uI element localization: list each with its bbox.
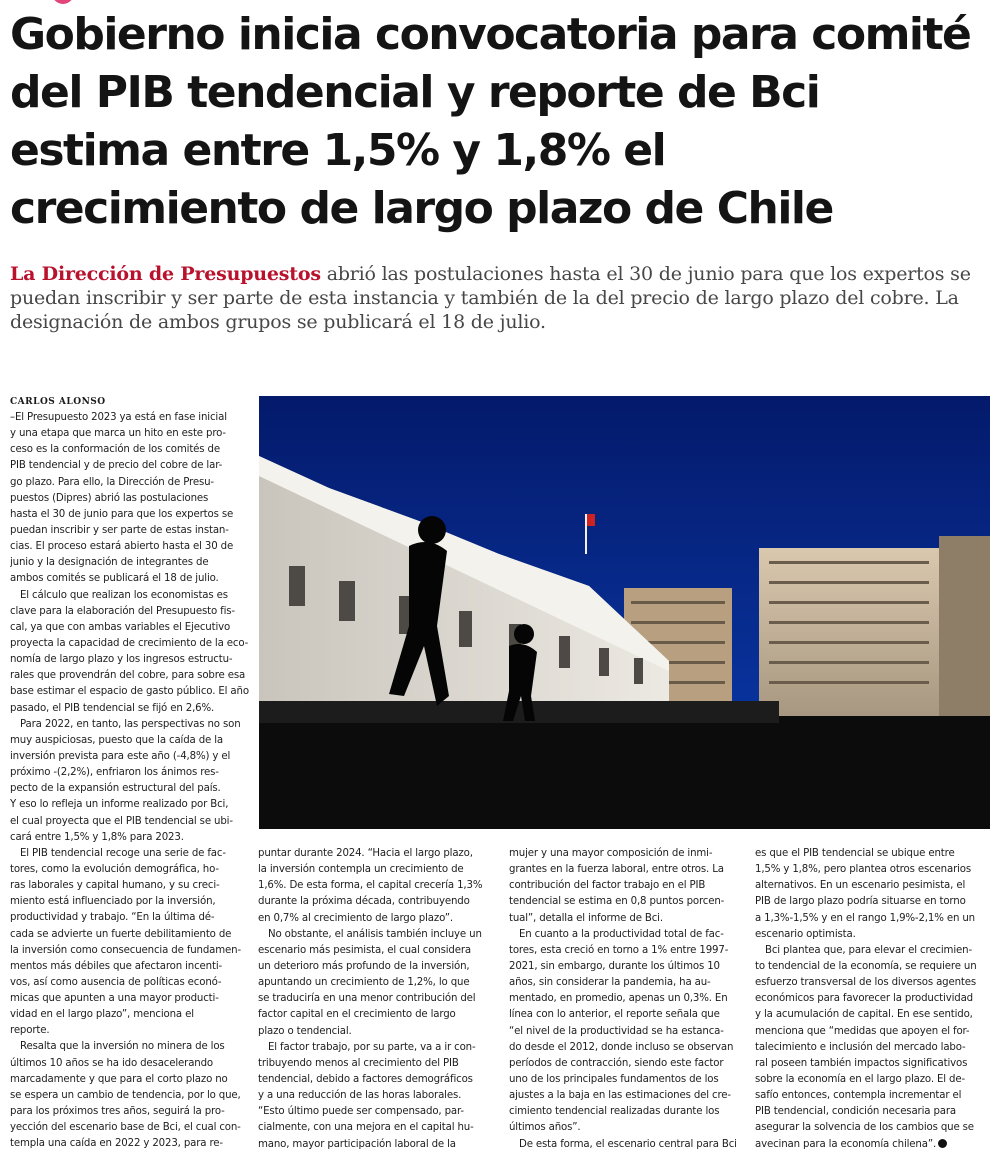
text-line: la inversión como consecuencia de fundamen- [10, 944, 241, 956]
article-column-1 [10, 410, 254, 1150]
paragraph [755, 943, 993, 1151]
text-line: tores, como la evolución demográfica, ho- [10, 863, 219, 875]
article-photo [259, 396, 990, 829]
lede-text: abrió las postulaciones hasta el 30 de junio para que los expertos se [320, 263, 971, 285]
end-of-article-icon [938, 1139, 947, 1148]
text-line: puedan inscribir y ser parte de estas instan- [10, 524, 229, 536]
text-line: puestos (Dipres) abrió las postulaciones [10, 492, 209, 504]
text-line: En cuanto a la productividad total de fac- [519, 928, 724, 940]
headline-line: crecimiento de largo plazo de Chile [10, 183, 833, 234]
text-line: menciona que “medidas que apoyen el for- [755, 1025, 970, 1037]
text-line: reporte. [10, 1025, 50, 1037]
text-line: se espera un cambio de tendencia, por lo que, [10, 1089, 241, 1101]
paragraph [258, 846, 496, 927]
byline: CARLOS ALONSO [10, 397, 106, 407]
text-line: Resalta que la inversión no minera de los [20, 1041, 225, 1053]
text-line: durante la próxima década, contribuyendo [258, 896, 470, 908]
text-line: proyecta la capacidad de crecimiento de la eco- [10, 637, 249, 649]
section-marker [52, 0, 74, 4]
text-line: Para 2022, en tanto, las perspectivas no son [20, 718, 241, 730]
text-line: pecto de la expansión estructural del país. [10, 783, 221, 795]
text-line: factor capital en el crecimiento de largo [258, 1009, 456, 1021]
text-line: nomía de largo plazo y los ingresos estructu- [10, 654, 233, 666]
text-line: Bci plantea que, para elevar el crecimien- [765, 944, 972, 956]
text-line: esfuerzo transversal de los diversos agentes [755, 977, 977, 989]
text-line: cialmente, con una mejora en el capital hu- [258, 1122, 474, 1134]
article-column-3 [509, 846, 747, 1151]
text-line: to tendencial de la economía, se requiere un [755, 960, 977, 972]
text-line: cal, ya que con ambas variables el Ejecutivo [10, 621, 231, 633]
text-line: De esta forma, el escenario central para Bci [519, 1138, 737, 1150]
text-line: próximo -(2,2%), enfriaron los ánimos res- [10, 767, 219, 779]
text-line: ajustes a la baja en las estimaciones del cre- [509, 1090, 731, 1102]
text-line: templa una caída en 2022 y 2023, para re- [10, 1138, 223, 1150]
text-line: escenario optimista. [755, 928, 856, 940]
text-line: “el nivel de la productividad se ha estanca- [509, 1025, 724, 1037]
text-line: do desde el 2012, donde incluso se observan [509, 1041, 734, 1053]
text-line: safío entonces, contempla incrementar el [755, 1090, 962, 1102]
text-line: tores, esta creció en torno a 1% entre 1997- [509, 944, 729, 956]
text-line: alternativos. En un escenario pesimista, el [755, 880, 966, 892]
text-line: El cálculo que realizan los economistas es [20, 589, 228, 601]
text-line: la inversión contempla un crecimiento de [258, 864, 464, 876]
text-line: tendencial se estima en 0,8 puntos porcen- [509, 896, 725, 908]
text-line: ras laborales y capital humano, y su creci- [10, 880, 220, 892]
text-line: asegurar la solvencia de los cambios que se [755, 1122, 974, 1134]
text-line: plazo o tendencial. [258, 1025, 352, 1037]
text-line: mujer y una mayor composición de inmi- [509, 848, 713, 859]
text-line: avecinan para la economía chilena”. [755, 1137, 993, 1151]
paragraph [509, 846, 747, 927]
lede [10, 262, 990, 334]
text-line: línea con lo anterior, el reporte señala que [509, 1009, 720, 1021]
text-line: yección del escenario base de Bci, el cual con- [10, 1122, 241, 1134]
lede-line: designación de ambos grupos se publicará el 18 de julio. [10, 311, 546, 333]
text-line: PIB tendencial y de precio del cobre de lar- [10, 460, 223, 472]
text-line: ceso es la conformación de los comités de [10, 444, 220, 456]
article-column-2 [258, 846, 496, 1151]
photo-la-moneda-icon [259, 396, 990, 829]
text-line: El factor trabajo, por su parte, va a ir con- [268, 1041, 476, 1053]
paragraph [258, 1040, 496, 1151]
text-line: cada se advierte un fuerte debilitamiento de [10, 928, 232, 940]
text-line: “Esto último puede ser compensado, par- [258, 1106, 464, 1118]
headline-line: Gobierno inicia convocatoria para comité [10, 9, 971, 60]
text-line: productividad y trabajo. “En la última dé- [10, 912, 215, 924]
text-line: en 0,7% al crecimiento de largo plazo”. [258, 912, 454, 924]
paragraph [10, 410, 254, 588]
paragraph [755, 846, 993, 943]
text-line: un deterioro más profundo de la inversión, [258, 960, 470, 972]
text-line: contribución del factor trabajo en el PIB [509, 880, 706, 892]
text-line: hasta el 30 de junio para que los expertos se [10, 508, 234, 520]
text-line: clave para la elaboración del Presupuesto fis- [10, 605, 235, 617]
paragraph [10, 846, 254, 1040]
text-line: 2021, sin embargo, durante los últimos 10 [509, 960, 720, 972]
text-line: No obstante, el análisis también incluye un [268, 928, 482, 940]
text-line: ambos comités se publicará el 18 de julio. [10, 573, 219, 585]
text-line: cará entre 1,5% y 1,8% para 2023. [10, 831, 184, 843]
paragraph [509, 1137, 747, 1151]
paragraph [10, 1039, 254, 1150]
paragraph [10, 588, 254, 717]
text-line: puntar durante 2024. “Hacia el largo plazo, [258, 848, 473, 859]
text-line: y a una reducción de las horas laborales. [258, 1090, 462, 1102]
text-line: sobre la economía en el largo plazo. El de- [755, 1073, 966, 1085]
text-line: para los próximos tres años, seguirá la pro- [10, 1106, 225, 1118]
text-line: vidad en el largo plazo”, menciona el [10, 1009, 194, 1021]
paragraph [10, 717, 254, 846]
lede-line [10, 262, 990, 286]
text-line: el cual proyecta que el PIB tendencial se ubi- [10, 815, 233, 827]
text-line: go plazo. Para ello, la Dirección de Presu- [10, 476, 214, 488]
text-line: –El Presupuesto 2023 ya está en fase inicial [10, 412, 227, 423]
text-line: apuntando un crecimiento de 1,2%, lo que [258, 977, 470, 989]
article-column-4 [755, 846, 993, 1151]
text-line: ral poseen también impactos significativos [755, 1057, 968, 1069]
text-line: cias. El proceso estará abierto hasta el 30 de [10, 541, 234, 553]
text-line: pasado, el PIB tendencial se fijó en 2,6%. [10, 702, 215, 714]
text-line: uno de los principales fundamentos de los [509, 1073, 719, 1085]
text-line: tual”, detalla el informe de Bci. [509, 912, 663, 924]
text-line: inversión prevista para este año (-4,8%) y el [10, 750, 231, 762]
text-line: junio y la designación de integrantes de [10, 557, 209, 569]
text-line: talecimiento e inclusión del mercado labo- [755, 1041, 966, 1053]
text-line: 1,6%. De esta forma, el capital crecería 1,3% [258, 880, 483, 892]
text-line: tribuyendo menos al crecimiento del PIB [258, 1057, 459, 1069]
text-line: tendencial, debido a factores demográficos [258, 1073, 473, 1085]
headline-line: estima entre 1,5% y 1,8% el [10, 125, 666, 176]
text-line: se traduciría en una menor contribución del [258, 993, 476, 1005]
text-line: micas que apunten a una mayor producti- [10, 993, 219, 1005]
text-line: económicos para favorecer la productividad [755, 993, 973, 1005]
text-line: cimiento tendencial realizadas durante los [509, 1106, 720, 1118]
text-line: mentos más débiles que afectaron incenti- [10, 960, 223, 972]
text-line: mano, mayor participación laboral de la [258, 1138, 456, 1150]
text-line: escenario más pesimista, el cual considera [258, 944, 471, 956]
text-line: grantes en la fuerza laboral, entre otros. La [509, 864, 724, 876]
headline [10, 6, 985, 238]
paragraph [509, 927, 747, 1137]
lede-lead: La Dirección de Presupuestos [10, 263, 321, 285]
text-line: base estimar el espacio de gasto público. El año [10, 686, 249, 698]
text-line: El PIB tendencial recoge una serie de fac- [20, 847, 226, 859]
text-line: a 1,3%-1,5% y en el rango 1,9%-2,1% en un [755, 912, 975, 924]
text-line: 1,5% y 1,8%, pero plantea otros escenarios [755, 864, 972, 876]
text-line: y la acumulación de capital. En ese sentido, [755, 1009, 973, 1021]
text-line: Y eso lo refleja un informe realizado por Bci, [10, 799, 229, 811]
text-line: miento está influenciado por la inversión, [10, 896, 216, 908]
text-line: mentado, en promedio, apenas un 0,3%. En [509, 993, 728, 1005]
text-line: es que el PIB tendencial se ubique entre [755, 848, 955, 859]
text-line: años, sin considerar la pandemia, ha au- [509, 977, 711, 989]
text-line: PIB de largo plazo podría situarse en torno [755, 896, 966, 908]
paragraph [258, 927, 496, 1040]
text-line: PIB tendencial, condición necesaria para [755, 1106, 956, 1118]
text-line: muy auspiciosas, puesto que la caída de la [10, 734, 224, 746]
lede-line: puedan inscribir y ser parte de esta instancia y también de la del precio de largo plazo del cobre. La [10, 287, 959, 309]
text-line: vos, así como ausencia de políticas econó- [10, 976, 222, 988]
text-line: últimos años”. [509, 1122, 581, 1134]
headline-line: del PIB tendencial y reporte de Bci [10, 67, 820, 118]
text-line: últimos 10 años se ha ido desacelerando [10, 1057, 214, 1069]
text-line: y una etapa que marca un hito en este pro- [10, 428, 226, 440]
text-line: rales que provendrán del cobre, para sobre esa [10, 670, 246, 682]
text-line: períodos de contracción, siendo este factor [509, 1057, 724, 1069]
text-line: marcadamente y que para el corto plazo no [10, 1073, 228, 1085]
